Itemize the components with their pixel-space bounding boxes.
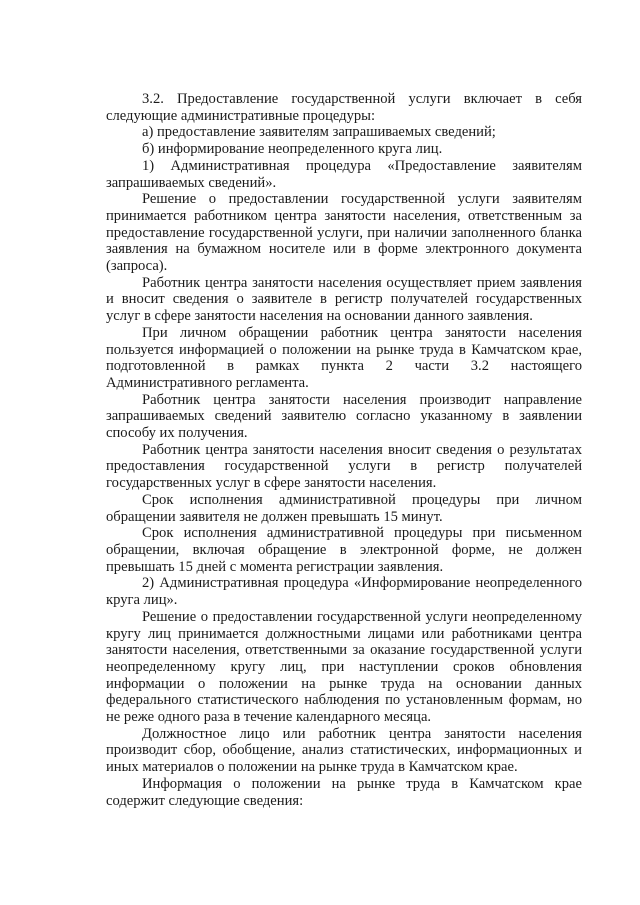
paragraph: а) предоставление заявителям запрашиваемых сведений; [142,124,496,141]
paragraph: 1) Административная процедура «Предоставление заявителям запрашиваемых сведений». [106,157,582,191]
paragraph: Работник центра занятости населения производит направление запрашиваемых сведений заявителю согласно указанному в заявлении способу их получения. [106,391,582,442]
paragraph: Решение о предоставлении государственной услуги заявителям принимается работником центра занятости населения, ответственным за предоставление государственной услуги, при наличии заполненного бланка заявления на бумажном носителе или в форме электронного документа (запроса). [106,191,582,275]
paragraph: Должностное лицо или работник центра занятости населения производит сбор, обобщение, анализ статистических, информационных и иных материалов о положении на рынке труда в Камчатском крае. [106,725,582,776]
paragraph: б) информирование неопределенного круга лиц. [142,141,443,158]
paragraph: Срок исполнения административной процедуры при личном обращении заявителя не должен превышать 15 минут. [106,491,582,525]
paragraph: Решение о предоставлении государственной услуги неопределенному кругу лиц принимается должностными лицами или работниками центра занятости населения, ответственными за оказание государственной услуги неопределенному кругу лиц, при наступлении сроков обновления информации о положении на рынке труда на основании данных федерального статистического наблюдения по установленным формам, но не реже одного раза в течение календарного месяца. [106,608,582,726]
paragraph: 2) Административная процедура «Информирование неопределенного круга лиц». [106,575,582,609]
paragraph: Работник центра занятости населения вносит сведения о результатах предоставления государственной услуги в регистр получателей государственных услуг в сфере занятости населения. [106,441,582,492]
paragraph: Срок исполнения административной процедуры при письменном обращении, включая обращение в электронной форме, не должен превышать 15 дней с момента регистрации заявления. [106,525,582,575]
paragraph: Информация о положении на рынке труда в Камчатском крае содержит следующие сведения: [106,775,582,809]
paragraph: При личном обращении работник центра занятости населения пользуется информацией о положении на рынке труда в Камчатском крае, подготовленной в рамках пункта 2 части 3.2 настоящего Административного регламента. [106,324,582,391]
paragraph: Работник центра занятости населения осуществляет прием заявления и вносит сведения о заявителе в регистр получателей государственных услуг в сфере занятости населения на основании данного заявления. [106,274,582,325]
paragraph: 3.2. Предоставление государственной услуги включает в себя следующие административные процедуры: [106,91,582,124]
document-body [106,91,582,809]
